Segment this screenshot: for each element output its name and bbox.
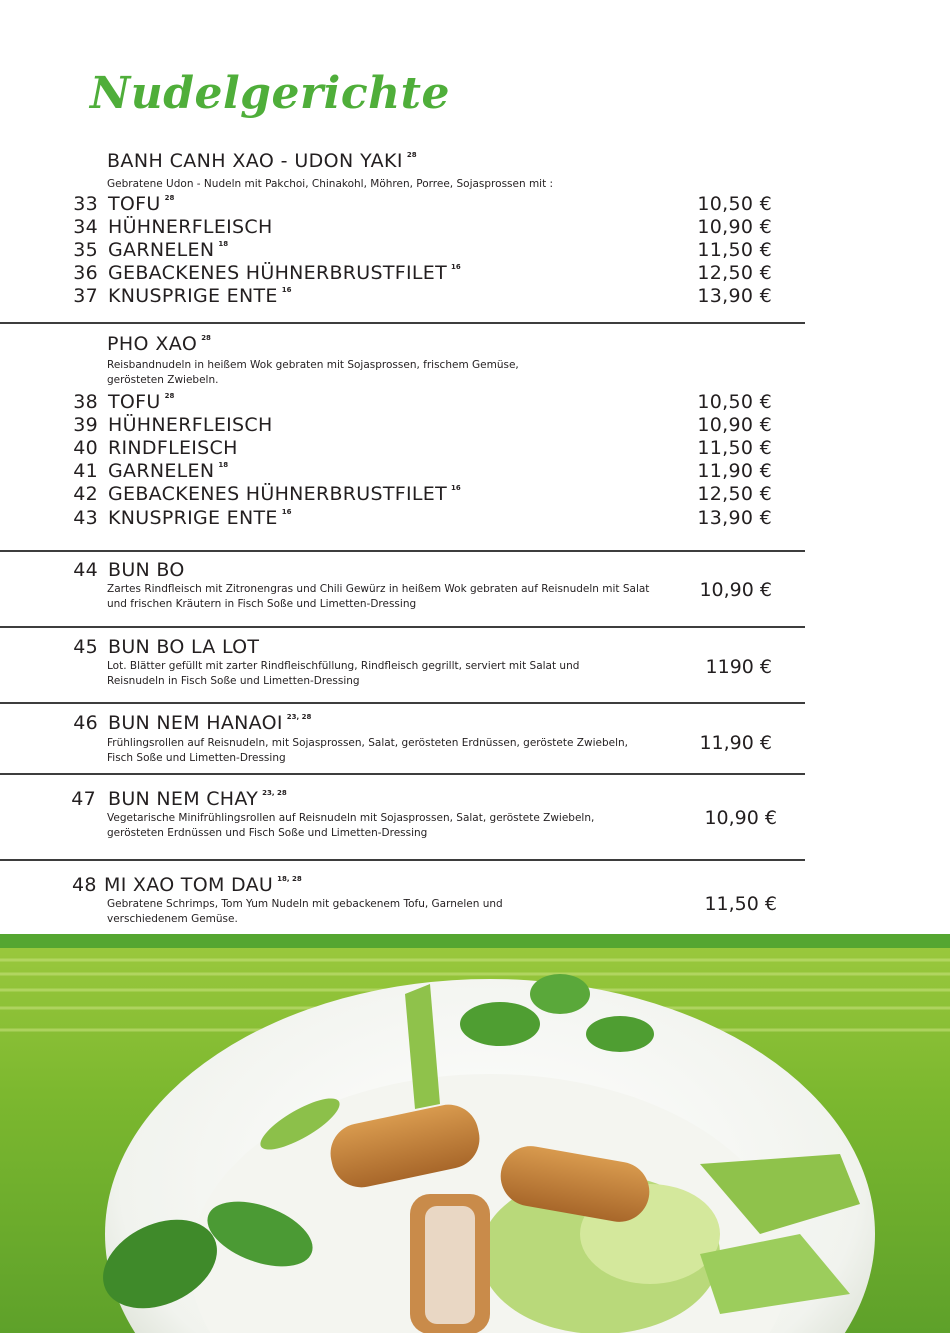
menu-item-48: 48 MI XAO TOM DAU $^{18, 28}$ [72,874,302,896]
menu-item: 33 TOFU $^{28}$ 10,50 € [73,193,772,215]
menu-item: 38 TOFU $^{28}$ 10,50 € [73,391,772,413]
item-description: Vegetarische Minifrühlingsrollen auf Reisnudeln mit Sojasprossen, Salat, geröstete Zwiebeln, gerösteten Erdnüssen und Fisch Soße und Limetten-Dressing [107,812,595,839]
group-description: Gebratene Udon - Nudeln mit Pakchoi, Chinakohl, Möhren, Porree, Sojasprossen mit : [107,178,554,190]
menu-item: 37 KNUSPRIGE ENTE $^{16}$ 13,90 € [73,285,772,307]
item-price: 10,90 € [704,807,777,829]
item-description: Lot. Blätter gefüllt mit zarter Rindfleischfüllung, Rindfleisch gegrillt, serviert mit Salat und Reisnudeln in Fisch Soße und Limetten-Dressing [107,660,580,687]
menu-item-45: 45 BUN BO LA LOT [73,636,260,658]
item-price: 11,50 € [704,893,777,915]
food-photo [0,934,950,1333]
menu-item: 40 RINDFLEISCH 11,50 € [73,437,772,459]
menu-item: 42 GEBACKENES HÜHNERBRUSTFILET $^{16}$ 12,50 € [73,483,772,505]
item-price: 10,90 € [699,579,772,601]
food-photo-illustration [0,934,950,1333]
item-price: 1190 € [705,656,772,678]
divider [0,859,805,861]
menu-item: 41 GARNELEN $^{18}$ 11,90 € [73,460,772,482]
item-description: Gebratene Schrimps, Tom Yum Nudeln mit gebackenem Tofu, Garnelen und verschiedenem Gemüse. [107,898,503,925]
page-title: Nudelgerichte [90,68,450,119]
menu-item: 39 HÜHNERFLEISCH 10,90 € [73,414,772,436]
menu-item-46: 46 BUN NEM HANAOI $^{23, 28}$ [73,712,312,734]
menu-item: 34 HÜHNERFLEISCH 10,90 € [73,216,772,238]
menu-item: 36 GEBACKENES HÜHNERBRUSTFILET $^{16}$ 12,50 € [73,262,772,284]
group-description: Reisbandnudeln in heißem Wok gebraten mit Sojasprossen, frischem Gemüse, gerösteten Zwiebeln. [107,359,519,386]
menu-item: 35 GARNELEN $^{18}$ 11,50 € [73,239,772,261]
divider [0,550,805,552]
group-title-pho-xao: PHO XAO $^{28}$ [107,333,211,355]
item-price: 11,90 € [699,732,772,754]
item-description: Frühlingsrollen auf Reisnudeln, mit Sojasprossen, Salat, gerösteten Erdnüssen, geröstete Zwiebeln, Fisch Soße und Limetten-Dressing [107,737,628,764]
divider [0,702,805,704]
menu-item-47: 47 BUN NEM CHAY $^{23, 28}$ [71,788,287,810]
menu-item: 43 KNUSPRIGE ENTE $^{16}$ 13,90 € [73,507,772,529]
menu-item-44: 44 BUN BO [73,559,185,581]
item-description: Zartes Rindfleisch mit Zitronengras und Chili Gewürz in heißem Wok gebraten auf Reisnudeln mit Salat und frischen Kräutern in Fisch Soße und Limetten-Dressing [107,583,650,610]
divider [0,322,805,324]
group-title-udon: BANH CANH XAO - UDON YAKI $^{28}$ [107,150,417,172]
divider [0,773,805,775]
divider [0,626,805,628]
